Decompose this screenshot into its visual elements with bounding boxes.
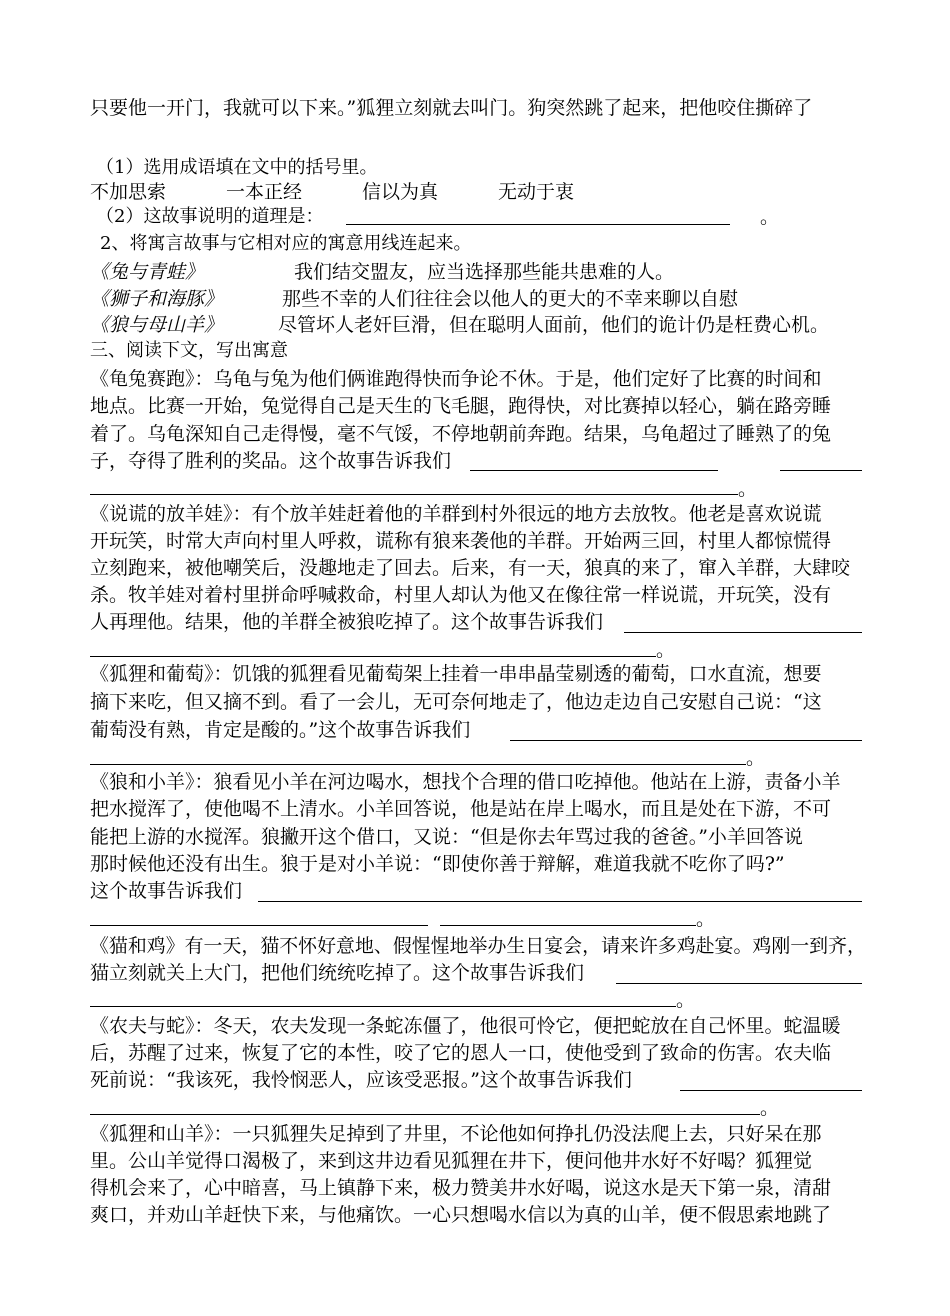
period: 。 bbox=[656, 639, 676, 661]
period: 。 bbox=[738, 478, 758, 500]
passage-line: 地点。比赛一开始，兔觉得自己是天生的飞毛腿，跑得快，对比赛掉以轻心，躺在路旁睡 bbox=[90, 395, 832, 417]
answer-blank[interactable] bbox=[90, 656, 656, 657]
idiom-option: 无动于衷 bbox=[498, 181, 575, 203]
answer-blank[interactable] bbox=[616, 983, 862, 984]
passage-line: 葡萄没有熟，肯定是酸的。”这个故事告诉我们 bbox=[90, 719, 471, 741]
passage-line: 《猫和鸡》有一天，猫不怀好意地、假惺惺地举办生日宴会，请来许多鸡赴宴。鸡刚一到齐， bbox=[90, 935, 866, 957]
answer-blank[interactable] bbox=[90, 764, 746, 765]
passage-line: 《说谎的放羊娃》：有个放羊娃赶着他的羊群到村外很远的地方去放牧。他老是喜欢说谎 bbox=[90, 503, 822, 525]
passage-line: 那时候他还没有出生。狼于是对小羊说：“即使你善于辩解，难道我就不吃你了吗?” bbox=[90, 853, 785, 875]
answer-blank[interactable] bbox=[440, 925, 696, 926]
idiom-option: 信以为真 bbox=[362, 181, 439, 203]
moral-text: 那些不幸的人们往往会以他人的更大的不幸来聊以自慰 bbox=[282, 288, 739, 310]
passage-line: 后，苏醒了过来，恢复了它的本性，咬了它的恩人一口，使他受到了致命的伤害。农夫临 bbox=[90, 1042, 832, 1064]
passage-line: 得机会来了，心中暗喜，马上镇静下来，极力赞美井水好喝，说这水是天下第一泉，清甜 bbox=[90, 1177, 832, 1199]
passage-line: 着了。乌龟深知自己走得慢，毫不气馁，不停地朝前奔跑。结果，乌龟超过了睡熟了的兔 bbox=[90, 423, 832, 445]
period: 。 bbox=[760, 1097, 780, 1119]
question-2 bbox=[96, 205, 323, 229]
moral-text: 尽管坏人老奸巨滑，但在聪明人面前，他们的诡计仍是枉费心机。 bbox=[278, 314, 830, 336]
passage-line: 这个故事告诉我们 bbox=[90, 880, 243, 902]
answer-blank[interactable] bbox=[780, 470, 862, 471]
passage-line: 开玩笑，时常大声向村里人呼救，谎称有狼来袭他的羊群。开始两三回，村里人都惊慌得 bbox=[90, 530, 832, 552]
answer-blank[interactable] bbox=[90, 1114, 760, 1115]
period: 。 bbox=[696, 908, 716, 930]
passage-line: 《狐狸和葡萄》：饥饿的狐狸看见葡萄架上挂着一串串晶莹剔透的葡萄，口水直流，想要 bbox=[90, 663, 822, 685]
story-title: 《狼与母山羊》 bbox=[90, 314, 224, 336]
answer-blank[interactable] bbox=[346, 224, 730, 225]
answer-blank[interactable] bbox=[258, 901, 862, 902]
answer-blank[interactable] bbox=[624, 632, 862, 633]
passage-line: 能把上游的水搅浑。狼撇开这个借口，又说：“但是你去年骂过我的爸爸。”小羊回答说 bbox=[90, 826, 803, 848]
question-1-prompt: （1）选用成语填在文中的括号里。 bbox=[96, 157, 378, 178]
answer-blank[interactable] bbox=[510, 740, 862, 741]
answer-blank[interactable] bbox=[90, 1006, 676, 1007]
passage-line: 立刻跑来，被他嘲笑后，没趣地走了回去。后来，有一天，狼真的来了，窜入羊群，大肆咬 bbox=[90, 557, 851, 579]
question-2-prompt: （2）这故事说明的道理是： bbox=[96, 206, 324, 227]
section-2-title: 2、将寓言故事与它相对应的寓意用线连起来。 bbox=[100, 233, 472, 254]
answer-blank[interactable] bbox=[470, 470, 718, 471]
passage-line: 《狼和小羊》：狼看见小羊在河边喝水，想找个合理的借口吃掉他。他站在上游，责备小羊 bbox=[90, 771, 841, 793]
answer-blank[interactable] bbox=[90, 494, 738, 495]
passage-line: 里。公山羊觉得口渴极了，来到这井边看见狐狸在井下，便问他井水好不好喝？狐狸觉 bbox=[90, 1150, 813, 1172]
moral-text: 我们结交盟友，应当选择那些能共患难的人。 bbox=[294, 261, 675, 283]
idiom-options bbox=[90, 180, 574, 204]
period: 。 bbox=[676, 989, 696, 1011]
answer-blank[interactable] bbox=[680, 1090, 862, 1091]
passage-line: 杀。牧羊娃对着村里拼命呼喊救命，村里人却认为他又在像往常一样说谎，开玩笑，没有 bbox=[90, 584, 832, 606]
passage-line: 子，夺得了胜利的奖品。这个故事告诉我们 bbox=[90, 450, 452, 472]
passage-line: 把水搅浑了，使他喝不上清水。小羊回答说，他是站在岸上喝水，而且是处在下游，不可 bbox=[90, 798, 832, 820]
passage-line: 猫立刻就关上大门，把他们统统吃掉了。这个故事告诉我们 bbox=[90, 962, 585, 984]
passage-line: 爽口，并劝山羊赶快下来，与他痛饮。一心只想喝水信以为真的山羊，便不假思索地跳了 bbox=[90, 1204, 832, 1226]
passage-line: 摘下来吃，但又摘不到。看了一会儿，无可奈何地走了，他边走边自己安慰自己说：“这 bbox=[90, 691, 822, 713]
passage-line: 《狐狸和山羊》：一只狐狸失足掉到了井里，不论他如何挣扎仍没法爬上去，只好呆在那 bbox=[90, 1123, 822, 1145]
fox-story-end-line: 只要他一开门，我就可以下来。”狐狸立刻就去叫门。狗突然跳了起来，把他咬住撕碎了 bbox=[90, 97, 813, 119]
answer-blank[interactable] bbox=[90, 925, 428, 926]
story-title: 《狮子和海豚》 bbox=[90, 288, 224, 310]
passage-line: 《龟兔赛跑》：乌龟与兔为他们俩谁跑得快而争论不休。于是，他们定好了比赛的时间和 bbox=[90, 368, 822, 390]
passage-line: 死前说：“我该死，我怜悯恶人，应该受恶报。”这个故事告诉我们 bbox=[90, 1069, 632, 1091]
story-title: 《兔与青蛙》 bbox=[90, 261, 205, 283]
idiom-option: 不加思索 bbox=[90, 181, 167, 203]
passage-line: 《农夫与蛇》：冬天，农夫发现一条蛇冻僵了，他很可怜它，便把蛇放在自己怀里。蛇温暖 bbox=[90, 1015, 841, 1037]
period: 。 bbox=[746, 747, 766, 769]
idiom-option: 一本正经 bbox=[226, 181, 303, 203]
section-3-title: 三、阅读下文，写出寓意 bbox=[90, 340, 288, 361]
period: 。 bbox=[760, 206, 780, 228]
passage-line: 人再理他。结果，他的羊群全被狼吃掉了。这个故事告诉我们 bbox=[90, 611, 604, 633]
